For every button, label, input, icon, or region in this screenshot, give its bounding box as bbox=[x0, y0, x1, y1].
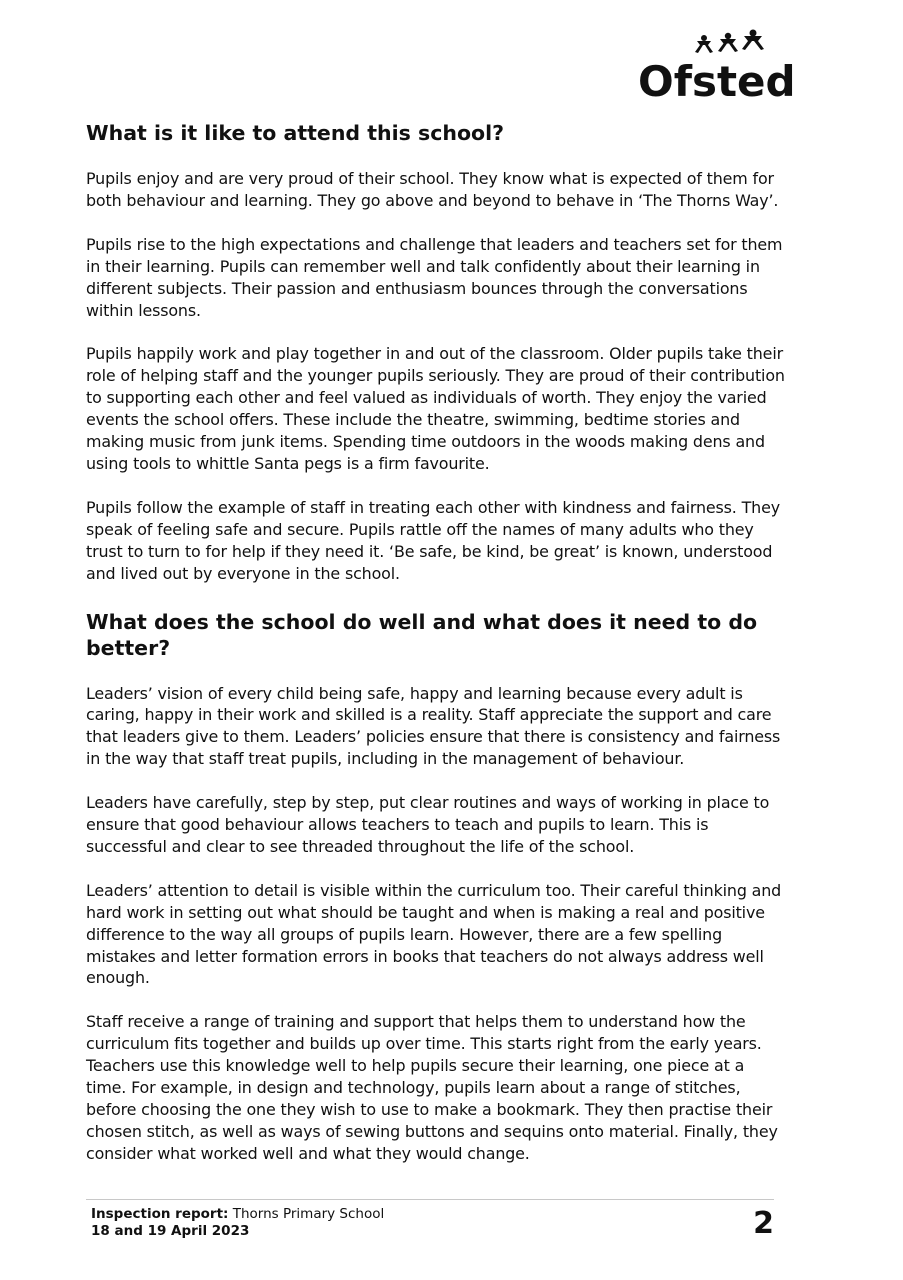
footer-dates: 18 and 19 April 2023 bbox=[91, 1223, 250, 1239]
paragraph: Staff receive a range of training and support that helps them to understand how the curriculum fits together and builds up over time. This starts right from the early years. Teachers use this knowledge well to help pupils secure their learning, one piece at a time. For example, in design and technology, pupils learn about a range of stitches, before choosing the one they wish to use to make a bookmark. They then practise their chosen stitch, as well as ways of sewing buttons and sequins onto material. Finally, they consider what worked well and what they would change. bbox=[86, 1012, 778, 1163]
footer-report-line bbox=[91, 1206, 774, 1223]
paragraph: Pupils enjoy and are very proud of their school. They know what is expected of them for both behaviour and learning. They go above and beyond to behave in ‘The Thorns Way’. bbox=[86, 169, 779, 210]
paragraph: Leaders’ vision of every child being safe, happy and learning because every adult is caring, happy in their work and skilled is a reality. Staff appreciate the support and care that leaders give to them. Leaders’ policies ensure that there is consistency and fairness in the way that staff treat pupils, including in the management of behaviour. bbox=[86, 683, 781, 769]
ofsted-logo bbox=[636, 30, 796, 106]
section-heading-attend: What is it like to attend this school? bbox=[86, 121, 505, 145]
footer-school-name: Thorns Primary School bbox=[232, 1206, 385, 1222]
paragraph: Pupils rise to the high expectations and challenge that leaders and teachers set for them in their learning. Pupils can remember well and talk confidently about their learning in different subjects. Their passion and enthusiasm bounces through the conversations within lessons. bbox=[86, 234, 783, 320]
paragraph: Leaders’ attention to detail is visible within the curriculum too. Their careful thinking and hard work in setting out what should be taught and when is making a real and positive difference to the way all groups of pupils learn. However, there are a few spelling mistakes and letter formation errors in books that teachers do not always address well enough. bbox=[86, 880, 782, 988]
paragraph: Pupils happily work and play together in and out of the classroom. Older pupils take their role of helping staff and the younger pupils seriously. They are proud of their contribution to supporting each other and feel valued as individuals of worth. They enjoy the varied events the school offers. These include the theatre, swimming, bedtime stories and making music from junk items. Spending time outdoors in the woods making dens and using tools to whittle Santa pegs is a firm favourite. bbox=[86, 344, 785, 473]
page-footer bbox=[91, 1206, 774, 1240]
section-heading-do-well: What does the school do well and what does it need to do better? bbox=[86, 609, 758, 660]
footer-report-label: Inspection report: bbox=[91, 1206, 229, 1222]
page-number: 2 bbox=[753, 1206, 774, 1241]
paragraph: Leaders have carefully, step by step, put clear routines and ways of working in place to ensure that good behaviour allows teachers to teach and pupils to learn. This is successful and clear to see threaded throughout the life of the school. bbox=[86, 793, 770, 856]
footer-divider bbox=[86, 1199, 774, 1200]
paragraph: Pupils follow the example of staff in treating each other with kindness and fairness. They speak of feeling safe and secure. Pupils rattle off the names of many adults who they trust to turn to for help if they need it. ‘Be safe, be kind, be great’ is known, understood and lived out by everyone in the school. bbox=[86, 497, 780, 583]
report-body bbox=[86, 120, 786, 1187]
ofsted-wordmark: Ofsted bbox=[638, 57, 796, 106]
ofsted-stars-icon bbox=[636, 30, 796, 106]
